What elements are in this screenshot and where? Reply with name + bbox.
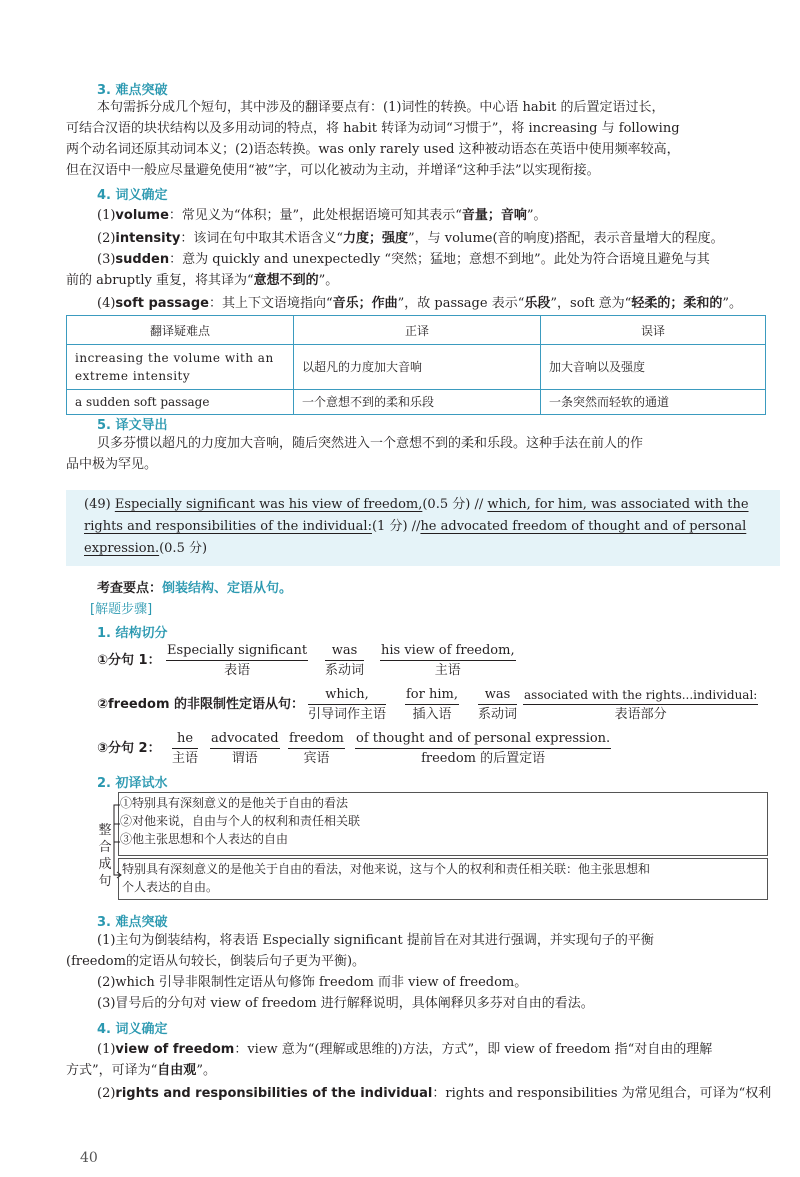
cell-wrong: 加大音响以及强度 [541,345,766,390]
heading-first-draft: 2. 初译试水 [97,776,168,791]
table-row [67,390,766,415]
cell-source: a sudden soft passage [67,390,294,415]
draft-sentence: ③他主张思想和个人表达的自由 [120,832,289,846]
para-line: (1)主句为倒装结构，将表语 Especially significant 提前旨在对其进行强调，并实现句子的平衡 [97,933,654,948]
draft-sentence: ①特别具有深刻意义的是他关于自由的看法 [120,796,349,810]
clause-3-label: ③分句 2： [97,741,161,756]
para-line: 贝多芬惯以超凡的力度加大音响，随后突然进入一个意想不到的柔和乐段。这种手法在前人的作 [97,436,644,451]
para-line: 可结合汉语的块状结构以及多用动词的特点，将 habit 转译为动词“习惯于”，将 increasing 与 following [66,121,680,136]
clause-segment: was 系动词 [478,687,518,722]
heading-word-meaning-2: 4. 词义确定 [97,1022,168,1037]
header-correct: 正译 [294,316,541,345]
page-number: 40 [80,1150,98,1166]
draft-sentence: ②对他来说，自由与个人的权利和责任相关联 [120,814,361,828]
clause-segment: advocated 谓语 [211,731,279,766]
clause-segment: associated with the rights...individual: 表语部分 [524,688,758,722]
clause-segment: his view of freedom, 主语 [381,643,515,678]
merged-line: 个人表达的自由。 [122,880,219,894]
word-item-sudden: (3)sudden：意为 quickly and unexpectedly “突然；猛地；意想不到地”。此处为符合语境且避免与其 [97,252,710,267]
cell-source: increasing the volume with an extreme intensity [67,345,294,390]
clause-segment: was 系动词 [325,643,365,678]
para-line: 品中极为罕见。 [66,457,158,472]
word-item-sudden-cont: 前的 abruptly 重复，将其译为“意想不到的”。 [66,273,339,288]
para-line: 两个动名词还原其动词本义；(2)语态转换。was only rarely used 这种被动语态在英语中使用频率较高， [66,142,680,157]
clause-1-label: ①分句 1： [97,653,161,668]
merge-char: 成 [98,857,112,872]
heading-structure-split: 1. 结构切分 [97,626,168,641]
table-row [67,345,766,390]
heading-difficulty-2: 3. 难点突破 [97,915,168,930]
para-line: 但在汉语中一般应尽量避免使用“被”字，可以化被动为主动，并增译“这种手法”以实现衔接。 [66,163,600,178]
merge-char: 合 [98,840,112,855]
clause-segment: which, 引导词作主语 [308,687,387,722]
clause-segment: he 主语 [172,731,199,766]
cell-correct: 以超凡的力度加大音响 [294,345,541,390]
header-difficulty: 翻译疑难点 [67,316,294,345]
word-item-view-of-freedom: (1)view of freedom：view 意为“(理解或思维的)方法，方式”，即 view of freedom 指“对自由的理解 [97,1042,713,1057]
solution-steps-label: [解题步骤] [90,602,153,617]
clause-2-label: ②freedom 的非限制性定语从句： [97,697,305,712]
para-line: (3)冒号后的分句对 view of freedom 进行解释说明，具体阐释贝多芬对自由的看法。 [97,996,594,1011]
heading-difficulty: 3. 难点突破 [97,83,168,98]
clause-segment: for him, 插入语 [406,687,458,722]
merge-char: 整 [98,823,112,838]
q49-line-1: (49) Especially significant was his view of freedom,(0.5 分) // which, for him, was associated with the [84,497,749,512]
word-item-volume: (1)volume：常见义为“体积；量”，此处根据语境可知其表示“音量；音响”。 [97,208,547,223]
word-item-intensity: (2)intensity：该词在句中取其术语含义“力度；强度”，与 volume(音的响度)搭配，表示音量增大的程度。 [97,231,724,246]
word-item-soft-passage: (4)soft passage：其上下文语境指向“音乐；作曲”，故 passage 表示“乐段”，soft 意为“轻柔的；柔和的”。 [97,296,743,311]
clause-segment: Especially significant 表语 [167,643,308,678]
q49-line-2: rights and responsibilities of the individual:(1 分) //he advocated freedom of thought and of personal [84,519,747,534]
cell-wrong: 一条突然而轻软的通道 [541,390,766,415]
clause-segment: of thought and of personal expression. freedom 的后置定语 [356,731,611,766]
q49-line-3: expression.(0.5 分) [84,541,208,556]
cell-correct: 一个意想不到的柔和乐段 [294,390,541,415]
word-item-view-cont: 方式”，可译为“自由观”。 [66,1063,216,1078]
para-line: (2)which 引导非限制性定语从句修饰 freedom 而非 view of freedom。 [97,975,528,990]
translation-comparison-table [66,315,766,415]
para-line: 本句需拆分成几个短句，其中涉及的翻译要点有：(1)词性的转换。中心语 habit 的后置定语过长， [97,100,665,115]
heading-word-meaning: 4. 词义确定 [97,188,168,203]
heading-translation-output: 5. 译文导出 [97,418,168,433]
table-header-row [67,316,766,345]
merged-line: 特别具有深刻意义的是他关于自由的看法，对他来说，这与个人的权利和责任相关联：他主张思想和 [122,862,651,876]
merge-char: 句 [98,874,112,889]
header-wrong: 误译 [541,316,766,345]
clause-segment: freedom 宾语 [289,731,344,766]
key-points: 考查要点：倒装结构、定语从句。 [97,581,293,596]
para-line: (freedom的定语从句较长，倒装后句子更为平衡)。 [66,954,366,969]
word-item-rights: (2)rights and responsibilities of the individual：rights and responsibilities 为常见组合，可译为“权利 [97,1086,772,1101]
